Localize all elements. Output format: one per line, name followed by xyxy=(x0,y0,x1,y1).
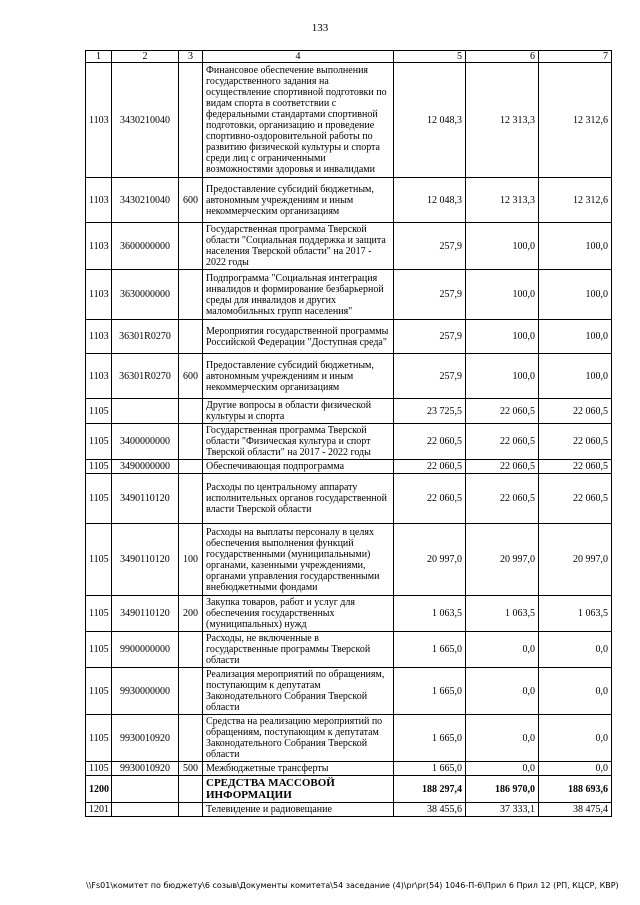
item-name-cell: Реализация мероприятий по обращениям, поступающим к депутатам Законодательного Собрания Тверской области xyxy=(203,668,394,715)
table-row xyxy=(86,354,612,399)
amount-col7-cell: 100,0 xyxy=(539,270,612,320)
column-number-row xyxy=(86,51,612,63)
amount-col6-cell: 22 060,5 xyxy=(466,424,539,460)
amount-col7-cell: 22 060,5 xyxy=(539,474,612,524)
code-razdel-cell: 1105 xyxy=(86,460,112,474)
amount-col6-cell: 186 970,0 xyxy=(466,776,539,803)
code-kvr-cell xyxy=(179,776,203,803)
column-number-cell: 5 xyxy=(394,51,466,63)
code-razdel-cell: 1103 xyxy=(86,354,112,399)
amount-col5-cell: 257,9 xyxy=(394,320,466,354)
amount-col5-cell: 1 665,0 xyxy=(394,715,466,762)
code-razdel-cell: 1105 xyxy=(86,399,112,424)
column-number-cell: 3 xyxy=(179,51,203,63)
table-row xyxy=(86,270,612,320)
file-path-footer: \\Fs01\комитет по бюджету\6 созыв\Документы комитета\54 заседание (4)\pr\pr(54) 1046-П-6\Прил 6 Прил 12 (РП, КЦСР, КВР) xyxy=(86,881,619,890)
item-name-cell: Предоставление субсидий бюджетным, автономным учреждениям и иным некоммерческим организациям xyxy=(203,354,394,399)
amount-col7-cell: 12 312,6 xyxy=(539,63,612,178)
amount-col7-cell: 100,0 xyxy=(539,354,612,399)
amount-col7-cell: 12 312,6 xyxy=(539,178,612,223)
table-row xyxy=(86,803,612,817)
item-name-cell: Расходы на выплаты персоналу в целях обеспечения выполнения функций государственными (муниципальными) органами, казенными учреждениями, органами управления государственными внебюджетными фондами xyxy=(203,524,394,596)
amount-col5-cell: 12 048,3 xyxy=(394,178,466,223)
amount-col5-cell: 257,9 xyxy=(394,270,466,320)
column-number-cell: 6 xyxy=(466,51,539,63)
amount-col5-cell: 22 060,5 xyxy=(394,460,466,474)
amount-col5-cell: 1 665,0 xyxy=(394,632,466,668)
amount-col7-cell: 100,0 xyxy=(539,320,612,354)
item-name-cell: Подпрограмма "Социальная интеграция инвалидов и формирование безбарьерной среды для инвалидов и других маломобильных групп населения" xyxy=(203,270,394,320)
code-kvr-cell xyxy=(179,668,203,715)
code-kvr-cell: 500 xyxy=(179,762,203,776)
amount-col6-cell: 100,0 xyxy=(466,354,539,399)
code-razdel-cell: 1103 xyxy=(86,178,112,223)
amount-col7-cell: 0,0 xyxy=(539,668,612,715)
item-name-cell: Средства на реализацию мероприятий по обращениям, поступающим к депутатам Законодательного Собрания Тверской области xyxy=(203,715,394,762)
amount-col6-cell: 22 060,5 xyxy=(466,460,539,474)
code-csr-cell xyxy=(112,776,179,803)
code-razdel-cell: 1105 xyxy=(86,524,112,596)
item-name-cell: Другие вопросы в области физической культуры и спорта xyxy=(203,399,394,424)
code-kvr-cell xyxy=(179,715,203,762)
code-razdel-cell: 1200 xyxy=(86,776,112,803)
code-csr-cell: 9930010920 xyxy=(112,715,179,762)
column-number-cell: 4 xyxy=(203,51,394,63)
code-kvr-cell xyxy=(179,803,203,817)
code-csr-cell: 36301R0270 xyxy=(112,320,179,354)
code-csr-cell: 3430210040 xyxy=(112,178,179,223)
amount-col6-cell: 100,0 xyxy=(466,320,539,354)
code-csr-cell: 9930000000 xyxy=(112,668,179,715)
amount-col5-cell: 1 665,0 xyxy=(394,762,466,776)
amount-col5-cell: 23 725,5 xyxy=(394,399,466,424)
amount-col6-cell: 22 060,5 xyxy=(466,399,539,424)
item-name-cell: Мероприятия государственной программы Российской Федерации "Доступная среда" xyxy=(203,320,394,354)
amount-col7-cell: 38 475,4 xyxy=(539,803,612,817)
table-row xyxy=(86,399,612,424)
item-name-cell: Государственная программа Тверской области "Социальная поддержка и защита населения Тверской области" на 2017 - 2022 годы xyxy=(203,223,394,270)
code-kvr-cell: 600 xyxy=(179,178,203,223)
code-csr-cell: 36301R0270 xyxy=(112,354,179,399)
item-name-cell: Обеспечивающая подпрограмма xyxy=(203,460,394,474)
amount-col7-cell: 0,0 xyxy=(539,715,612,762)
item-name-cell: Межбюджетные трансферты xyxy=(203,762,394,776)
code-kvr-cell xyxy=(179,399,203,424)
amount-col5-cell: 188 297,4 xyxy=(394,776,466,803)
budget-table xyxy=(85,50,612,817)
code-kvr-cell xyxy=(179,424,203,460)
code-csr-cell xyxy=(112,399,179,424)
code-razdel-cell: 1103 xyxy=(86,63,112,178)
item-name-cell: Государственная программа Тверской области "Физическая культура и спорт Тверской области" на 2017 - 2022 годы xyxy=(203,424,394,460)
code-kvr-cell xyxy=(179,320,203,354)
amount-col7-cell: 188 693,6 xyxy=(539,776,612,803)
code-kvr-cell: 600 xyxy=(179,354,203,399)
table-row xyxy=(86,320,612,354)
code-razdel-cell: 1105 xyxy=(86,424,112,460)
code-kvr-cell: 200 xyxy=(179,596,203,632)
amount-col5-cell: 22 060,5 xyxy=(394,424,466,460)
code-razdel-cell: 1103 xyxy=(86,320,112,354)
code-kvr-cell xyxy=(179,223,203,270)
table-row xyxy=(86,715,612,762)
amount-col7-cell: 22 060,5 xyxy=(539,460,612,474)
item-name-cell: Закупка товаров, работ и услуг для обеспечения государственных (муниципальных) нужд xyxy=(203,596,394,632)
amount-col5-cell: 20 997,0 xyxy=(394,524,466,596)
code-razdel-cell: 1201 xyxy=(86,803,112,817)
code-razdel-cell: 1105 xyxy=(86,762,112,776)
amount-col7-cell: 100,0 xyxy=(539,223,612,270)
item-name-cell: Финансовое обеспечение выполнения государственного задания на осуществление спортивной подготовки по видам спорта в соответствии с федеральными стандартами спортивной подготовки, организацию и проведение спортивно-оздоровительной работы по развитию физической культуры и спорта среди лиц с ограниченными возможностями здоровья и инвалидами xyxy=(203,63,394,178)
amount-col5-cell: 1 665,0 xyxy=(394,668,466,715)
amount-col6-cell: 0,0 xyxy=(466,762,539,776)
code-kvr-cell xyxy=(179,270,203,320)
item-name-cell: СРЕДСТВА МАССОВОЙ ИНФОРМАЦИИ xyxy=(203,776,394,803)
amount-col5-cell: 22 060,5 xyxy=(394,474,466,524)
code-csr-cell: 3490110120 xyxy=(112,596,179,632)
amount-col6-cell: 100,0 xyxy=(466,223,539,270)
amount-col5-cell: 12 048,3 xyxy=(394,63,466,178)
table-row xyxy=(86,762,612,776)
table-row xyxy=(86,668,612,715)
page-number: 133 xyxy=(311,22,329,34)
item-name-cell: Предоставление субсидий бюджетным, автономным учреждениям и иным некоммерческим организациям xyxy=(203,178,394,223)
amount-col6-cell: 20 997,0 xyxy=(466,524,539,596)
amount-col7-cell: 22 060,5 xyxy=(539,399,612,424)
code-csr-cell: 9900000000 xyxy=(112,632,179,668)
code-csr-cell: 3490110120 xyxy=(112,524,179,596)
code-razdel-cell: 1105 xyxy=(86,715,112,762)
code-csr-cell: 3630000000 xyxy=(112,270,179,320)
code-kvr-cell xyxy=(179,474,203,524)
code-csr-cell: 3400000000 xyxy=(112,424,179,460)
amount-col6-cell: 100,0 xyxy=(466,270,539,320)
amount-col6-cell: 0,0 xyxy=(466,715,539,762)
code-kvr-cell xyxy=(179,63,203,178)
code-razdel-cell: 1103 xyxy=(86,223,112,270)
code-kvr-cell xyxy=(179,460,203,474)
column-number-cell: 1 xyxy=(86,51,112,63)
code-csr-cell xyxy=(112,803,179,817)
table-row xyxy=(86,178,612,223)
code-csr-cell: 3490000000 xyxy=(112,460,179,474)
table-row xyxy=(86,524,612,596)
table-row xyxy=(86,460,612,474)
code-razdel-cell: 1105 xyxy=(86,668,112,715)
item-name-cell: Расходы по центральному аппарату исполнительных органов государственной власти Тверской области xyxy=(203,474,394,524)
table-row xyxy=(86,596,612,632)
amount-col7-cell: 20 997,0 xyxy=(539,524,612,596)
amount-col7-cell: 0,0 xyxy=(539,632,612,668)
column-number-cell: 7 xyxy=(539,51,612,63)
code-razdel-cell: 1105 xyxy=(86,596,112,632)
amount-col6-cell: 0,0 xyxy=(466,668,539,715)
amount-col6-cell: 12 313,3 xyxy=(466,178,539,223)
amount-col6-cell: 0,0 xyxy=(466,632,539,668)
code-razdel-cell: 1103 xyxy=(86,270,112,320)
table-row xyxy=(86,776,612,803)
amount-col5-cell: 1 063,5 xyxy=(394,596,466,632)
amount-col6-cell: 22 060,5 xyxy=(466,474,539,524)
amount-col7-cell: 22 060,5 xyxy=(539,424,612,460)
code-razdel-cell: 1105 xyxy=(86,632,112,668)
amount-col5-cell: 38 455,6 xyxy=(394,803,466,817)
amount-col6-cell: 1 063,5 xyxy=(466,596,539,632)
code-kvr-cell: 100 xyxy=(179,524,203,596)
table-row xyxy=(86,63,612,178)
column-number-cell: 2 xyxy=(112,51,179,63)
item-name-cell: Телевидение и радиовещание xyxy=(203,803,394,817)
code-kvr-cell xyxy=(179,632,203,668)
code-csr-cell: 3600000000 xyxy=(112,223,179,270)
amount-col6-cell: 37 333,1 xyxy=(466,803,539,817)
amount-col6-cell: 12 313,3 xyxy=(466,63,539,178)
code-csr-cell: 3430210040 xyxy=(112,63,179,178)
code-csr-cell: 3490110120 xyxy=(112,474,179,524)
table-row xyxy=(86,474,612,524)
table-row xyxy=(86,424,612,460)
code-csr-cell: 9930010920 xyxy=(112,762,179,776)
item-name-cell: Расходы, не включенные в государственные программы Тверской области xyxy=(203,632,394,668)
amount-col7-cell: 0,0 xyxy=(539,762,612,776)
code-razdel-cell: 1105 xyxy=(86,474,112,524)
table-row xyxy=(86,223,612,270)
amount-col5-cell: 257,9 xyxy=(394,354,466,399)
amount-col7-cell: 1 063,5 xyxy=(539,596,612,632)
table-row xyxy=(86,632,612,668)
amount-col5-cell: 257,9 xyxy=(394,223,466,270)
